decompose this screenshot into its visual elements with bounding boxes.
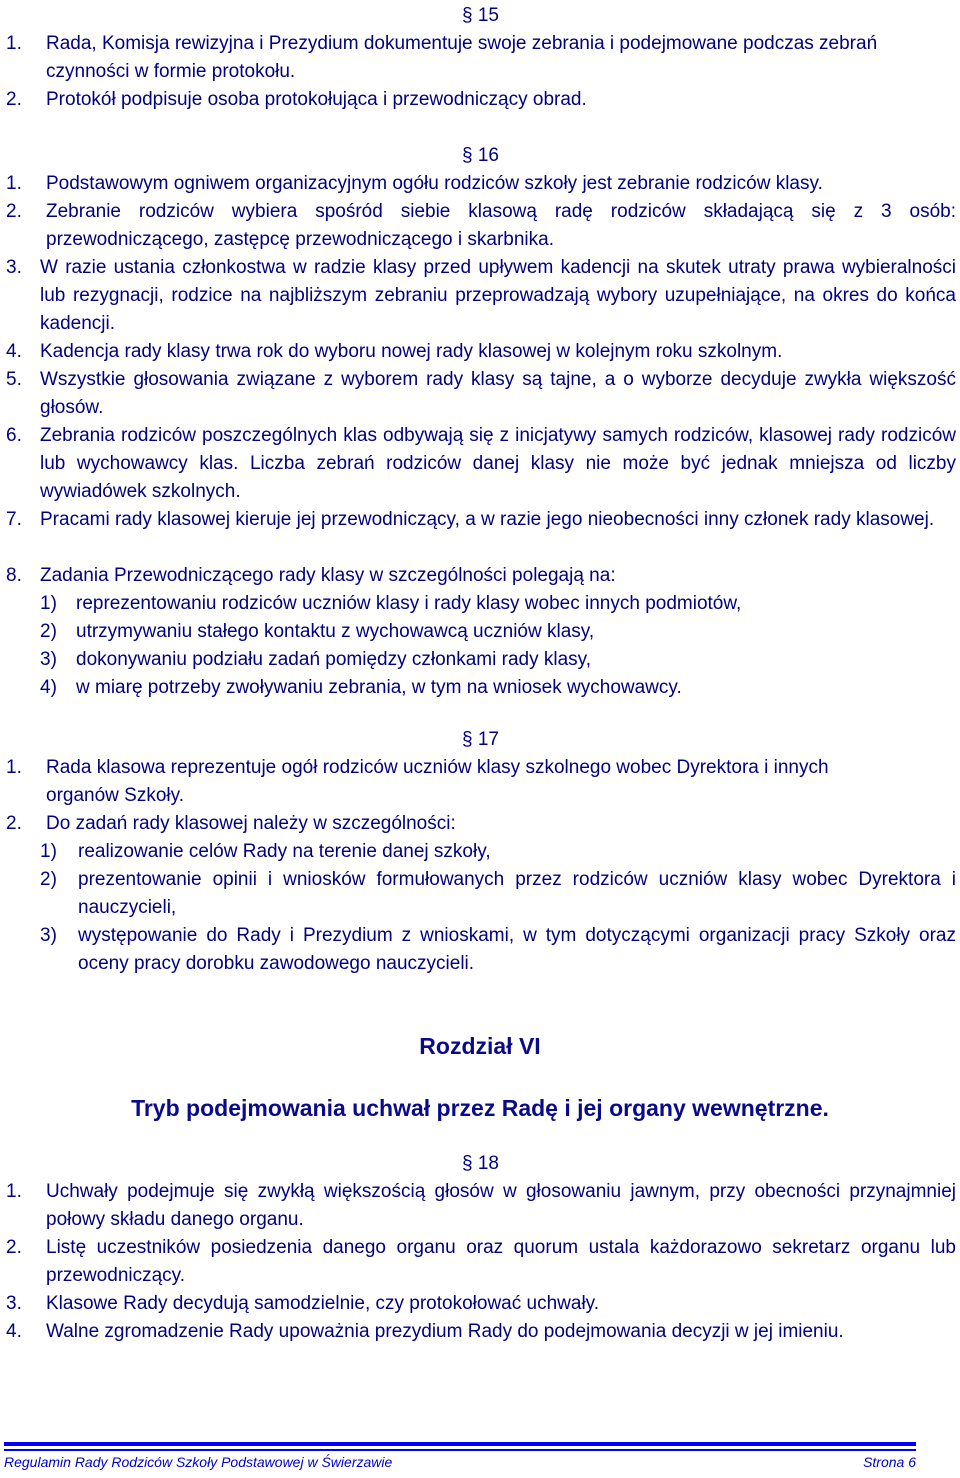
- item-text: Podstawowym ogniwem organizacyjnym ogółu rodziców szkoły jest zebranie rodziców klasy.: [46, 173, 823, 194]
- item-text: Zadania Przewodniczącego rady klasy w szczególności polegają na:: [40, 565, 616, 586]
- sub-item-text: reprezentowaniu rodziców uczniów klasy i rady klasy wobec innych podmiotów,: [76, 593, 742, 614]
- item-number: 2.: [6, 201, 22, 222]
- sub-item-number: 1): [40, 593, 57, 614]
- sub-item-number: 2): [40, 869, 57, 890]
- section-18-heading: § 18: [462, 1153, 499, 1174]
- item-number: 1.: [6, 173, 22, 194]
- item-number: 7.: [6, 509, 22, 530]
- sub-item-number: 3): [40, 925, 57, 946]
- item-text: Uchwały podejmuje się zwykłą większością głosów w głosowaniu jawnym, przy obecności przynajmniej połowy składu danego organu.: [46, 1181, 956, 1230]
- sub-item-number: 3): [40, 649, 57, 670]
- footer-rule-thin: [4, 1449, 916, 1451]
- item-text: Pracami rady klasowej kieruje jej przewodniczący, a w razie jego nieobecności inny członek rady klasowej.: [40, 509, 935, 530]
- item-text: Klasowe Rady decydują samodzielnie, czy protokołować uchwały.: [46, 1293, 600, 1314]
- section-15-heading: § 15: [462, 5, 499, 26]
- sub-item-text: dokonywaniu podziału zadań pomiędzy członkami rady klasy,: [76, 649, 592, 670]
- item-number: 3.: [6, 1293, 22, 1314]
- item-text: W razie ustania członkostwa w radzie klasy przed upływem kadencji na skutek utraty prawa wybieralności lub rezygnacji, rodzice na najbliższym zebraniu przeprowadzają wybory uzupełniające, na okres do końca kadencji.: [40, 257, 956, 334]
- item-number: 5.: [6, 369, 22, 390]
- item-text: Kadencja rady klasy trwa rok do wyboru nowej rady klasowej w kolejnym roku szkolnym.: [40, 341, 783, 362]
- item-number: 2.: [6, 1237, 22, 1258]
- section-16-heading: § 16: [462, 145, 499, 166]
- item-number: 4.: [6, 1321, 22, 1342]
- item-number: 1.: [6, 757, 22, 778]
- item-number: 8.: [6, 565, 22, 586]
- item-text: Do zadań rady klasowej należy w szczególności:: [46, 813, 456, 834]
- item-text: Rada, Komisja rewizyjna i Prezydium dokumentuje swoje zebrania i podejmowane podczas zebrań czynności w formie protokołu.: [46, 33, 878, 82]
- item-text: Listę uczestników posiedzenia danego organu oraz quorum ustala każdorazowo sekretarz organu lub przewodniczący.: [46, 1237, 956, 1286]
- chapter-subtitle: Tryb podejmowania uchwał przez Radę i jej organy wewnętrzne.: [131, 1095, 829, 1121]
- item-number: 6.: [6, 425, 22, 446]
- sub-item-text: realizowanie celów Rady na terenie danej szkoły,: [78, 841, 491, 862]
- item-number: 2.: [6, 89, 22, 110]
- section-17-heading: § 17: [462, 729, 499, 750]
- item-number: 3.: [6, 257, 22, 278]
- sub-item-number: 4): [40, 677, 57, 698]
- item-number: 4.: [6, 341, 22, 362]
- item-number: 1.: [6, 1181, 22, 1202]
- item-text: Wszystkie głosowania związane z wyborem rady klasy są tajne, a o wyborze decyduje zwykła większość głosów.: [40, 369, 956, 418]
- item-number: 2.: [6, 813, 22, 834]
- sub-item-text: w miarę potrzeby zwoływaniu zebrania, w tym na wniosek wychowawcy.: [76, 677, 682, 698]
- footer-document-title: Regulamin Rady Rodziców Szkoły Podstawowej w Świerzawie: [4, 1454, 393, 1470]
- sub-item-number: 1): [40, 841, 57, 862]
- item-text: Rada klasowa reprezentuje ogół rodziców uczniów klasy szkolnego wobec Dyrektora i innych organów Szkoły.: [46, 757, 829, 806]
- sub-item-number: 2): [40, 621, 57, 642]
- sub-item-text: utrzymywaniu stałego kontaktu z wychowawcą uczniów klasy,: [76, 621, 595, 642]
- sub-item-text: występowanie do Rady i Prezydium z wnioskami, w tym dotyczącymi organizacji pracy Szkoły oraz oceny pracy dorobku zawodowego nauczycieli.: [78, 925, 956, 974]
- sub-item-text: prezentowanie opinii i wniosków formułowanych przez rodziców uczniów klasy wobec Dyrektora i nauczycieli,: [78, 869, 956, 918]
- item-number: 1.: [6, 33, 22, 54]
- item-text: Zebranie rodziców wybiera spośród siebie klasową radę rodziców składającą się z 3 osób: przewodniczącego, zastępcę przewodniczącego i skarbnika.: [46, 201, 956, 250]
- chapter-title: Rozdział VI: [419, 1033, 541, 1059]
- footer-page-number: Strona 6: [863, 1454, 916, 1470]
- item-text: Protokół podpisuje osoba protokołująca i przewodniczący obrad.: [46, 89, 587, 110]
- item-text: Zebrania rodziców poszczególnych klas odbywają się z inicjatywy samych rodziców, klasowej rady rodziców lub wychowawcy klas. Liczba zebrań rodziców danej klasy nie może być jednak mniejsza od liczby wywiadówek szkolnych.: [40, 425, 956, 502]
- footer-rule: [4, 1442, 916, 1446]
- item-text: Walne zgromadzenie Rady upoważnia prezydium Rady do podejmowania decyzji w jej imieniu.: [46, 1321, 844, 1342]
